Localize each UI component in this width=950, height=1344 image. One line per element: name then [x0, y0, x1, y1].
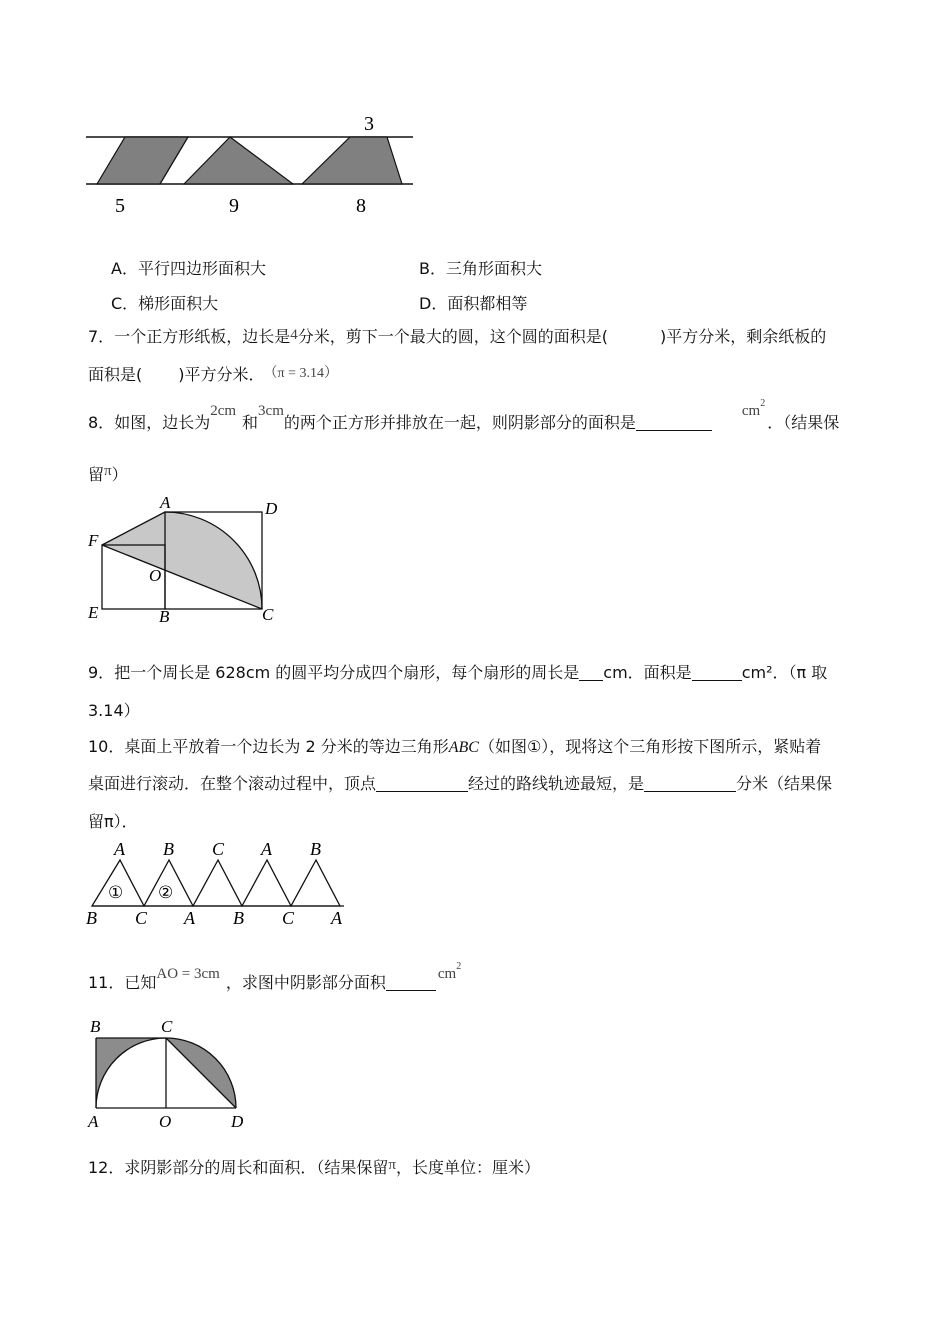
q9-answer-blank-1[interactable]	[579, 664, 603, 681]
label-D: D	[265, 499, 278, 518]
label-parallelogram-base: 5	[115, 195, 125, 217]
q9-answer-blank-2[interactable]	[692, 664, 742, 681]
q12-text-1: 求阴影部分的周长和面积．（结果保留	[124, 1158, 389, 1177]
q8-text-5: 留	[88, 465, 105, 484]
q9-number: 9．	[88, 663, 115, 682]
triangle-5	[291, 860, 340, 906]
shaded-quarter-circle	[102, 512, 262, 609]
mark-2: ②	[158, 883, 174, 902]
bottom-label-1: B	[86, 908, 97, 928]
top-label-3: C	[212, 840, 225, 859]
label-B: B	[159, 607, 170, 626]
q10-text-5: 分米（结果保	[736, 774, 833, 793]
q7-pi-note: （π = 3.14）	[270, 366, 338, 381]
triangle-3	[193, 860, 242, 906]
q10-line-2	[88, 774, 832, 794]
q8-figure	[84, 494, 284, 626]
q8-side-2: 3cm	[258, 403, 284, 419]
q6-option-c[interactable]: C．梯形面积大	[111, 294, 219, 313]
q11-line-1	[88, 961, 462, 996]
q8-answer-blank[interactable]	[636, 414, 712, 431]
q9-text-4: 3.14）	[88, 701, 140, 720]
q10-figure	[82, 840, 352, 930]
q10-text-1: 桌面上平放着一个边长为 2 分米的等边三角形	[124, 737, 449, 756]
bottom-label-5: C	[282, 908, 295, 928]
q9-line-2	[88, 701, 140, 721]
bottom-label-6: A	[331, 908, 342, 928]
bottom-label-4: B	[233, 908, 244, 928]
q6-figure	[80, 108, 425, 220]
q12-pi: π	[388, 1157, 396, 1173]
q10-text-4: 经过的路线轨迹最短，是	[468, 774, 645, 793]
mark-1: ①	[108, 883, 124, 902]
q6-option-a[interactable]: A．平行四边形面积大	[111, 259, 266, 278]
label-C: C	[262, 605, 274, 624]
label-O: O	[149, 566, 162, 585]
q12-number: 12．	[88, 1158, 125, 1177]
q9-text-3: cm²．（π 取	[741, 663, 828, 682]
q8-unit-sup: 2	[760, 398, 766, 409]
q7-text-4: 面积是(	[88, 365, 143, 384]
q7-line-2	[88, 365, 338, 387]
q6-option-b[interactable]: B．三角形面积大	[419, 259, 542, 278]
q7-text-2: 分米，剪下一个最大的圆，这个圆的面积是(	[297, 327, 608, 346]
q10-text-3: 桌面进行滚动．在整个滚动过程中，顶点	[88, 774, 377, 793]
label-triangle-base: 9	[229, 195, 239, 217]
q8-number: 8．	[88, 413, 115, 432]
top-label-2: B	[163, 840, 174, 859]
bottom-label-3: A	[184, 908, 195, 928]
q8-text-4: ．（结果保	[767, 413, 840, 432]
label-C: C	[161, 1017, 173, 1036]
q8-text-6: ）	[111, 465, 128, 484]
label-O: O	[159, 1112, 172, 1131]
bottom-label-2: C	[135, 908, 148, 928]
trapezoid-shape	[302, 137, 402, 184]
q8-line-1	[88, 398, 840, 436]
shaded-left-region	[96, 1038, 166, 1108]
q10-line-1	[88, 737, 821, 758]
q10-answer-blank-2[interactable]	[644, 775, 736, 792]
label-E: E	[88, 603, 99, 622]
q10-triangle-name: ABC	[448, 739, 479, 756]
q11-text-2: ，求图中阴影部分面积	[225, 973, 386, 992]
q7-text-3: )平方分米，剩余纸板的	[659, 327, 827, 346]
q8-text-3: 的两个正方形并排放在一起，则阴影部分的面积是	[283, 413, 636, 432]
label-trapezoid-base: 8	[356, 195, 366, 217]
q10-text-2: （如图①），现将这个三角形按下图所示，紧贴着	[478, 737, 822, 756]
q7-side-value: 4	[290, 327, 298, 343]
q12-line-1	[88, 1158, 540, 1179]
q7-text-5: )平方分米．	[178, 365, 265, 384]
q11-condition: AO = 3cm	[156, 966, 220, 982]
q10-number: 10．	[88, 737, 125, 756]
q9-line-1	[88, 663, 827, 683]
q7-line-1	[88, 327, 826, 348]
q6-option-d[interactable]: D．面积都相等	[419, 294, 528, 313]
triangle-shape	[184, 137, 293, 184]
label-top: 3	[364, 113, 374, 135]
q10-answer-blank-1[interactable]	[376, 775, 468, 792]
triangle-4	[242, 860, 291, 906]
label-D: D	[231, 1112, 244, 1131]
label-A: A	[160, 494, 171, 512]
q8-pi: π	[104, 463, 112, 479]
q9-text-1: 把一个周长是 628cm 的圆平均分成四个扇形，每个扇形的周长是	[114, 663, 580, 682]
top-label-5: B	[310, 840, 321, 859]
q8-line-2	[88, 465, 128, 486]
q8-text-1: 如图，边长为	[114, 413, 211, 432]
q9-text-2: cm．面积是	[603, 663, 692, 682]
q8-unit: $cm^2$	[741, 398, 766, 419]
top-label-4: A	[261, 840, 272, 859]
label-A: A	[88, 1112, 99, 1131]
q11-unit-sup: 2	[456, 961, 462, 972]
q11-unit: $cm^2$	[437, 961, 462, 982]
q8-text-2: 和	[242, 413, 259, 432]
q7-text-1: 一个正方形纸板，边长是	[114, 327, 291, 346]
q11-number: 11．	[88, 973, 125, 992]
q11-answer-blank[interactable]	[386, 974, 436, 991]
q10-text-6: 留π）．	[88, 812, 138, 831]
q11-figure	[84, 1012, 254, 1132]
q8-side-1: 2cm	[210, 403, 237, 419]
label-B: B	[90, 1017, 101, 1036]
q10-line-3	[88, 812, 138, 832]
q12-text-2: ，长度单位：厘米）	[395, 1158, 540, 1177]
q7-number: 7．	[88, 327, 115, 346]
q11-text-1: 已知	[124, 973, 157, 992]
label-F: F	[88, 531, 99, 550]
top-label-1: A	[114, 840, 125, 859]
